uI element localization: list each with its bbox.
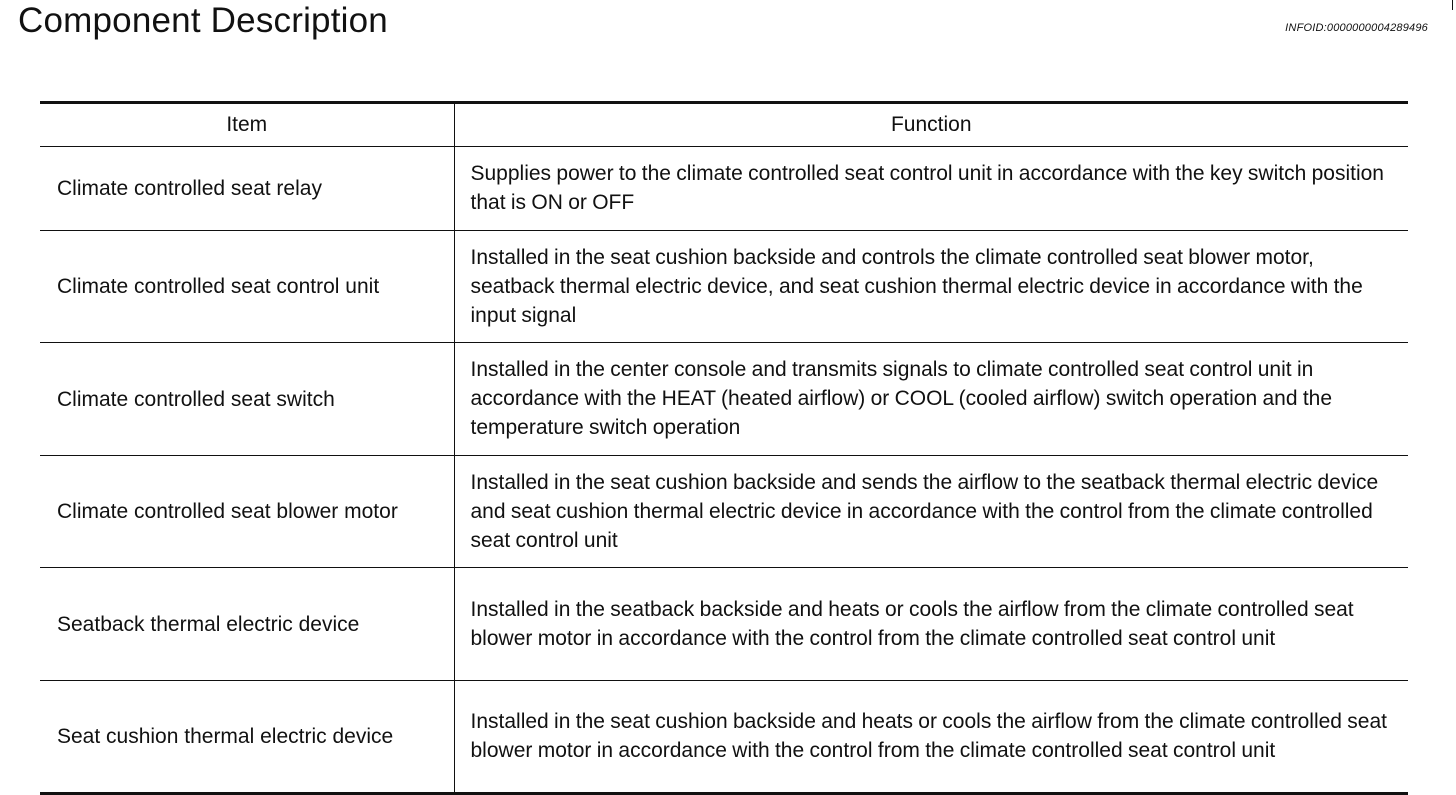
function-cell: Installed in the seat cushion backside and heats or cools the airflow from the climate controlled seat blower motor in accordance with the control from the climate controlled seat control unit bbox=[454, 681, 1408, 794]
item-cell: Seatback thermal electric device bbox=[40, 568, 454, 681]
item-cell: Climate controlled seat relay bbox=[40, 147, 454, 231]
table-row bbox=[40, 231, 1408, 343]
header-function: Function bbox=[454, 103, 1408, 147]
table-row bbox=[40, 568, 1408, 681]
table-row bbox=[40, 147, 1408, 231]
function-cell: Installed in the seat cushion backside and sends the airflow to the seatback thermal electric device and seat cushion thermal electric device in accordance with the control from the climate controlled seat control unit bbox=[454, 456, 1408, 568]
item-cell: Climate controlled seat blower motor bbox=[40, 456, 454, 568]
function-cell: Installed in the center console and transmits signals to climate controlled seat control unit in accordance with the HEAT (heated airflow) or COOL (cooled airflow) switch operation and the temperature switch operation bbox=[454, 343, 1408, 456]
item-cell: Climate controlled seat switch bbox=[40, 343, 454, 456]
component-table bbox=[40, 101, 1408, 795]
table-row bbox=[40, 456, 1408, 568]
page-title: Component Description bbox=[18, 1, 388, 40]
function-cell: Installed in the seatback backside and heats or cools the airflow from the climate controlled seat blower motor in accordance with the control from the climate controlled seat control unit bbox=[454, 568, 1408, 681]
table-header-row bbox=[40, 103, 1408, 147]
table-row bbox=[40, 681, 1408, 794]
item-cell: Seat cushion thermal electric device bbox=[40, 681, 454, 794]
header-item: Item bbox=[40, 103, 454, 147]
function-cell: Installed in the seat cushion backside and controls the climate controlled seat blower motor, seatback thermal electric device, and seat cushion thermal electric device in accordance with the input signal bbox=[454, 231, 1408, 343]
item-cell: Climate controlled seat control unit bbox=[40, 231, 454, 343]
table-row bbox=[40, 343, 1408, 456]
function-cell: Supplies power to the climate controlled seat control unit in accordance with the key switch position that is ON or OFF bbox=[454, 147, 1408, 231]
info-id: INFOID:0000000004289496 bbox=[1285, 22, 1428, 34]
page-edge-mark bbox=[1452, 0, 1453, 10]
